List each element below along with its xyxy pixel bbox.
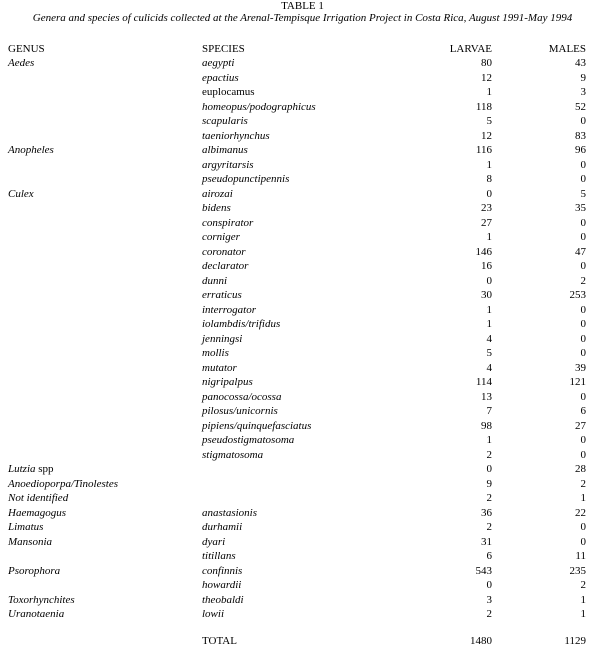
table-row (0, 535, 605, 550)
table-row (0, 143, 605, 158)
table-row (0, 578, 605, 593)
larvae-cell: 0 (486, 463, 492, 475)
males-cell: 2 (580, 274, 586, 287)
species-cell: dunni (202, 274, 228, 287)
males-cell: 2 (580, 579, 586, 591)
males-cell: 27 (575, 419, 586, 432)
table-row (0, 158, 605, 173)
table-row (0, 56, 605, 71)
table-row (0, 317, 605, 332)
males-cell: 3 (580, 86, 586, 98)
males-cell: 0 (580, 448, 586, 461)
species-cell: titillans (202, 550, 236, 562)
males-cell: 0 (580, 260, 586, 272)
larvae-cell: 16 (481, 260, 492, 272)
species-cell: anastasionis (202, 506, 258, 519)
males-cell: 0 (580, 216, 586, 229)
species-cell: pseudopunctipennis (202, 173, 290, 185)
species-cell: corniger (202, 231, 240, 243)
species-cell: pilosus/unicornis (202, 405, 278, 417)
species-cell: homeopus/podographicus (202, 100, 316, 113)
table-title: TABLE 1 (281, 0, 324, 12)
males-cell: 1 (580, 608, 586, 620)
species-cell: bidens (202, 202, 231, 214)
males-cell: 0 (580, 318, 586, 330)
genus-cell (8, 506, 66, 521)
species-cell: mutator (202, 361, 237, 374)
species-cell: pipiens/quinquefasciatus (202, 419, 312, 432)
males-cell: 121 (569, 376, 586, 388)
genus-name: Toxorhynchites (8, 593, 75, 606)
larvae-cell: 1 (486, 231, 492, 243)
larvae-cell: 543 (475, 564, 492, 577)
genus-name: Psorophora (8, 564, 61, 577)
larvae-cell: 2 (486, 448, 492, 461)
males-cell: 5 (580, 187, 586, 200)
total-label: TOTAL (202, 635, 237, 647)
larvae-cell: 0 (486, 274, 492, 287)
genus-suffix: spp (35, 463, 54, 475)
table-row (0, 607, 605, 622)
larvae-cell: 1 (486, 86, 492, 98)
table-row (0, 520, 605, 535)
table-row (0, 477, 605, 492)
table-row (0, 419, 605, 434)
species-cell: conspirator (202, 216, 254, 229)
species-cell: howardii (202, 579, 242, 591)
males-cell: 0 (580, 173, 586, 185)
larvae-cell: 23 (481, 202, 492, 214)
males-cell: 2 (580, 477, 586, 490)
males-cell: 0 (580, 158, 586, 171)
table-row (0, 288, 605, 303)
larvae-cell: 114 (475, 376, 492, 388)
males-cell: 0 (580, 390, 586, 403)
larvae-cell: 2 (486, 492, 492, 504)
total-larvae: 1480 (470, 635, 492, 647)
table-row (0, 187, 605, 202)
larvae-cell: 12 (481, 129, 492, 142)
males-cell: 0 (580, 303, 586, 316)
genus-cell (8, 564, 60, 579)
males-cell: 0 (580, 231, 586, 243)
species-cell: mollis (202, 347, 229, 359)
table-row (0, 448, 605, 463)
larvae-cell: 31 (481, 535, 492, 548)
table-row (0, 462, 605, 477)
species-cell: erraticus (202, 289, 242, 301)
larvae-cell: 5 (486, 115, 492, 127)
larvae-cell: 0 (486, 579, 492, 591)
species-cell: confinnis (202, 564, 243, 577)
larvae-cell: 146 (475, 245, 492, 258)
larvae-cell: 118 (475, 100, 492, 113)
species-cell: panocossa/ocossa (202, 390, 282, 403)
genus-cell (8, 462, 54, 477)
larvae-cell: 27 (481, 216, 492, 229)
table-row (0, 230, 605, 245)
males-cell: 11 (575, 550, 586, 562)
table-row (0, 491, 605, 506)
males-cell: 52 (575, 100, 586, 113)
table-row (0, 114, 605, 129)
species-cell: declarator (202, 260, 249, 272)
males-cell: 6 (580, 405, 586, 417)
table-row (0, 129, 605, 144)
table-row (0, 404, 605, 419)
larvae-cell: 30 (481, 289, 492, 301)
species-cell: taeniorhynchus (202, 129, 270, 142)
males-cell: 0 (580, 535, 586, 548)
males-cell: 22 (575, 506, 586, 519)
larvae-cell: 5 (486, 347, 492, 359)
larvae-cell: 13 (481, 390, 492, 403)
table-row (0, 549, 605, 564)
species-cell: airozai (202, 187, 233, 200)
species-cell: iolambdis/trifidus (202, 318, 281, 330)
table-row (0, 172, 605, 187)
larvae-cell: 1 (486, 158, 492, 171)
larvae-cell: 2 (486, 521, 492, 533)
genus-name: Mansonia (8, 535, 52, 548)
larvae-cell: 116 (475, 144, 492, 156)
males-cell: 253 (569, 289, 586, 301)
larvae-cell: 4 (486, 361, 492, 374)
genus-name: Anoedioporpa/Tinolestes (8, 477, 118, 490)
males-cell: 39 (575, 361, 586, 374)
males-cell: 235 (569, 564, 586, 577)
total-males: 1129 (564, 635, 586, 647)
species-cell: nigripalpus (202, 376, 253, 388)
species-cell: lowii (202, 608, 225, 620)
table-row (0, 245, 605, 260)
table-row (0, 361, 605, 376)
header-species: SPECIES (202, 43, 245, 55)
larvae-cell: 4 (486, 332, 492, 345)
genus-name: Limatus (8, 521, 44, 533)
header-genus: GENUS (8, 43, 45, 55)
table-row (0, 433, 605, 448)
table-row (0, 564, 605, 579)
larvae-cell: 3 (486, 593, 492, 606)
males-cell: 1 (580, 492, 586, 504)
table-row (0, 375, 605, 390)
larvae-cell: 6 (486, 550, 492, 562)
header-males: MALES (548, 43, 586, 55)
larvae-cell: 98 (481, 419, 492, 432)
genus-cell (8, 607, 64, 622)
larvae-cell: 36 (481, 506, 492, 519)
table-row (0, 201, 605, 216)
genus-cell (8, 520, 43, 535)
larvae-cell: 0 (486, 187, 492, 200)
larvae-cell: 1 (486, 434, 492, 446)
males-cell: 47 (575, 245, 586, 258)
larvae-cell: 12 (481, 71, 492, 84)
table-row (0, 85, 605, 100)
species-cell: theobaldi (202, 593, 244, 606)
total-row (0, 634, 605, 649)
larvae-cell: 1 (486, 318, 492, 330)
males-cell: 0 (580, 521, 586, 533)
males-cell: 0 (580, 347, 586, 359)
species-cell: epactius (202, 71, 239, 84)
species-cell: euplocamus (202, 86, 255, 98)
species-cell: pseudostigmatosoma (202, 434, 295, 446)
males-cell: 0 (580, 434, 586, 446)
genus-name: Aedes (8, 57, 35, 69)
larvae-cell: 8 (486, 173, 492, 185)
table-row (0, 390, 605, 405)
species-cell: durhamii (202, 521, 243, 533)
genus-cell (8, 477, 118, 492)
table-row (0, 71, 605, 86)
genus-name: Uranotaenia (8, 608, 65, 620)
genus-cell (8, 491, 68, 506)
genus-cell (8, 143, 54, 158)
header-larvae: LARVAE (449, 43, 492, 55)
species-cell: interrogator (202, 303, 256, 316)
males-cell: 43 (575, 57, 586, 69)
table-row (0, 274, 605, 289)
genus-name: Not identified (8, 492, 69, 504)
table-caption: Genera and species of culicids collected at the Arenal-Tempisque Irrigation Project in Costa Rica, August 1991-May 1994 (32, 12, 573, 24)
larvae-cell: 9 (486, 477, 492, 490)
table-row (0, 332, 605, 347)
males-cell: 83 (575, 129, 586, 142)
table-row (0, 593, 605, 608)
table-row (0, 216, 605, 231)
table-row (0, 100, 605, 115)
males-cell: 9 (580, 71, 586, 84)
table-row (0, 259, 605, 274)
males-cell: 96 (575, 144, 586, 156)
species-cell: albimanus (202, 144, 248, 156)
genus-cell (8, 187, 34, 202)
males-cell: 1 (580, 593, 586, 606)
males-cell: 28 (575, 463, 586, 475)
genus-cell (8, 593, 75, 608)
genus-cell (8, 56, 34, 71)
genus-name: Culex (8, 187, 34, 200)
table-row (0, 346, 605, 361)
species-cell: scapularis (202, 115, 248, 127)
species-cell: jenningsi (202, 332, 243, 345)
species-cell: stigmatosoma (202, 448, 264, 461)
table-header (0, 42, 605, 57)
table-row (0, 506, 605, 521)
males-cell: 0 (580, 115, 586, 127)
larvae-cell: 2 (486, 608, 492, 620)
genus-name: Lutzia (8, 463, 36, 475)
species-cell: coronator (202, 245, 246, 258)
genus-cell (8, 535, 52, 550)
species-cell: dyari (202, 535, 226, 548)
males-cell: 35 (575, 202, 586, 214)
larvae-cell: 80 (481, 57, 492, 69)
males-cell: 0 (580, 332, 586, 345)
larvae-cell: 1 (486, 303, 492, 316)
larvae-cell: 7 (486, 405, 492, 417)
genus-name: Anopheles (8, 144, 54, 156)
species-cell: aegypti (202, 57, 235, 69)
table-row (0, 303, 605, 318)
genus-name: Haemagogus (8, 506, 67, 519)
species-cell: argyritarsis (202, 158, 254, 171)
